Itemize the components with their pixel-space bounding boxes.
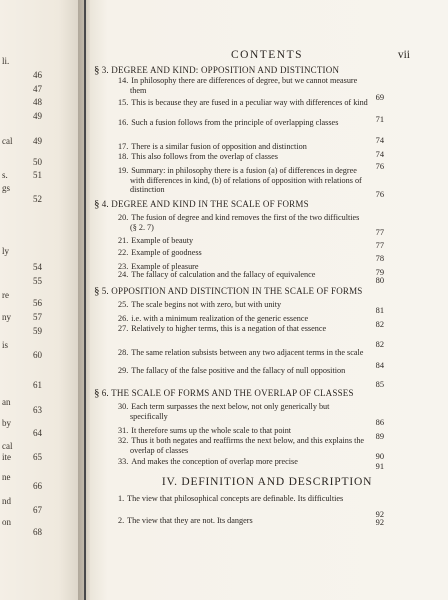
toc-entry-number: 31. — [118, 426, 129, 435]
toc-entry-number: 27. — [118, 324, 129, 333]
left-page-fragment: cal — [2, 441, 13, 451]
left-page-number: 65 — [33, 452, 42, 462]
toc-page-number: 77 — [375, 228, 384, 237]
left-page-number: 63 — [33, 405, 42, 415]
toc-entry-text: And makes the conception of overlap more precise — [131, 457, 298, 466]
left-page — [0, 0, 84, 600]
toc-entry-number: 29. — [118, 366, 129, 375]
left-page-line — [0, 505, 84, 517]
toc-page-number: 90 — [375, 452, 384, 461]
toc-entry — [118, 248, 368, 258]
left-page-line — [0, 298, 84, 310]
left-page-line — [0, 246, 84, 258]
toc-entry — [118, 494, 368, 504]
toc-entry-text: Summary: in philosophy there is a fusion (a) of differences in degree with differences in kind, (b) of relations of opposition with relations of distinction — [130, 166, 362, 194]
left-page-line — [0, 136, 84, 148]
section-symbol: § — [94, 198, 100, 210]
left-page-line — [0, 194, 84, 206]
left-page-number: 50 — [33, 157, 42, 167]
left-page-line — [0, 111, 84, 123]
section-symbol: § — [94, 64, 100, 76]
toc-entry-text: The view that they are not. Its dangers — [127, 516, 253, 525]
toc-page-number: 76 — [375, 190, 384, 199]
toc-entry-text: The fallacy of calculation and the fallacy of equivalence — [131, 270, 316, 279]
toc-entry-number: 33. — [118, 457, 129, 466]
toc-entry-text: Example of pleasure — [131, 262, 199, 271]
toc-page-number: 92 — [375, 518, 384, 527]
toc-entry-text: The view that philosophical concepts are definable. Its difficulties — [127, 494, 344, 503]
toc-entry — [118, 213, 368, 232]
toc-page-number: 77 — [375, 241, 384, 250]
toc-page-number: 78 — [375, 254, 384, 263]
part-title: IV. DEFINITION AND DESCRIPTION — [161, 476, 373, 488]
toc-entry — [118, 516, 368, 526]
left-page-number: 61 — [33, 380, 42, 390]
section-symbol: § — [94, 285, 100, 297]
left-page-fragment: ne — [2, 472, 11, 482]
left-page-number: 57 — [33, 312, 42, 322]
toc-entry-number: 22. — [118, 248, 129, 257]
left-page-fragment: ite — [2, 452, 11, 462]
toc-entry — [118, 366, 368, 376]
toc-entry-number: 25. — [118, 300, 129, 309]
left-page-fragment: s. — [2, 170, 8, 180]
section-heading — [94, 389, 414, 399]
toc-entry-number: 2. — [118, 516, 125, 525]
toc-entry-number: 26. — [118, 314, 129, 323]
left-page-line — [0, 527, 84, 539]
toc-entry-text: Each term surpasses the next below, not only generically but specifically — [130, 402, 330, 421]
toc-entry-text: i.e. with a minimum realization of the generic essence — [131, 314, 309, 323]
toc-entry-text: The scale begins not with zero, but with unity — [131, 300, 282, 309]
left-page-line — [0, 326, 84, 338]
toc-page-number: 81 — [375, 306, 384, 315]
toc-entry-number: 23. — [118, 262, 129, 271]
left-page-fragment: by — [2, 418, 11, 428]
left-page-line — [0, 262, 84, 274]
toc-entry — [118, 118, 368, 128]
running-title: CONTENTS — [230, 49, 304, 61]
toc-entry — [118, 402, 368, 421]
left-page-number: 48 — [33, 97, 42, 107]
book-gutter — [78, 0, 90, 600]
left-page-fragment: gs — [2, 183, 11, 193]
toc-entry-number: 15. — [118, 98, 129, 107]
left-page-line — [0, 428, 84, 440]
left-page-line — [0, 350, 84, 362]
toc-entry-number: 20. — [118, 213, 129, 222]
toc-page-number: 69 — [375, 93, 384, 102]
left-page-line — [0, 405, 84, 417]
left-page-line — [0, 84, 84, 96]
toc-entry-number: 28. — [118, 348, 129, 357]
left-page-line — [0, 312, 84, 324]
left-page-fragment: ny — [2, 312, 11, 322]
left-page-fragment: nd — [2, 496, 11, 506]
left-page-fragment: li. — [2, 56, 10, 66]
toc-entry — [118, 457, 368, 467]
toc-page-number: 79 — [375, 268, 384, 277]
toc-page-number: 92 — [375, 510, 384, 519]
section-heading — [94, 200, 414, 210]
toc-entry — [118, 426, 368, 436]
toc-entry — [118, 300, 368, 310]
toc-entry — [118, 152, 368, 162]
left-page-number: 64 — [33, 428, 42, 438]
left-page-fragment: on — [2, 517, 11, 527]
toc-entry-number: 16. — [118, 118, 129, 127]
toc-page-number: 76 — [375, 162, 384, 171]
toc-page-number: 85 — [375, 380, 384, 389]
toc-page-number: 74 — [375, 150, 384, 159]
toc-entry — [118, 324, 368, 334]
toc-page-number: 74 — [375, 136, 384, 145]
toc-entry-text: Relatively to higher terms, this is a negation of that essence — [131, 324, 327, 333]
toc-page-number: 82 — [375, 320, 384, 329]
toc-entry-number: 19. — [118, 166, 129, 175]
page-header — [86, 49, 448, 63]
toc-entry-number: 30. — [118, 402, 129, 411]
toc-entry — [118, 76, 368, 95]
toc-entry-number: 24. — [118, 270, 129, 279]
section-heading — [94, 66, 414, 76]
toc-entry-text: It therefore sums up the whole scale to that point — [131, 426, 292, 435]
toc-page-number: 91 — [375, 462, 384, 471]
section-heading-text: 6. THE SCALE OF FORMS AND THE OVERLAP OF CLASSES — [101, 388, 354, 398]
section-heading-text: 5. OPPOSITION AND DISTINCTION IN THE SCALE OF FORMS — [101, 286, 363, 296]
toc-page-number: 82 — [375, 340, 384, 349]
section-heading-text: 4. DEGREE AND KIND IN THE SCALE OF FORMS — [101, 199, 309, 209]
left-page-number: 55 — [33, 276, 42, 286]
toc-entry — [118, 142, 368, 152]
toc-entry — [118, 348, 368, 358]
left-page-fragment: an — [2, 397, 11, 407]
toc-entry-number: 17. — [118, 142, 129, 151]
toc-entry — [118, 236, 368, 246]
left-page-number: 51 — [33, 170, 42, 180]
toc-entry-text: Example of beauty — [131, 236, 194, 245]
left-page-number: 49 — [33, 111, 42, 121]
left-page-line — [0, 380, 84, 392]
toc-page-number: 71 — [375, 115, 384, 124]
toc-page-number: 89 — [375, 432, 384, 441]
left-page-number: 52 — [33, 194, 42, 204]
section-symbol: § — [94, 387, 100, 399]
toc-entry-text: In philosophy there are differences of degree, but we cannot measure them — [130, 76, 358, 95]
left-page-line — [0, 170, 84, 182]
left-page-number: 60 — [33, 350, 42, 360]
left-page-line — [0, 70, 84, 82]
toc-entry-text: This is because they are fused in a peculiar way with differences of kind — [131, 98, 368, 107]
left-page-line — [0, 157, 84, 169]
toc-page-number: 86 — [375, 418, 384, 427]
toc-entry-number: 32. — [118, 436, 129, 445]
toc-entry — [118, 436, 368, 455]
left-page-fragment: is — [2, 340, 9, 350]
left-page-line — [0, 481, 84, 493]
toc-page-number: 80 — [375, 276, 384, 285]
toc-entry-text: There is a similar fusion of opposition and distinction — [131, 142, 307, 151]
left-page-line — [0, 276, 84, 288]
toc-entry — [118, 166, 368, 195]
toc-entry-text: This also follows from the overlap of classes — [131, 152, 278, 161]
toc-entry-number: 14. — [118, 76, 129, 85]
toc-entry-text: The same relation subsists between any two adjacent terms in the scale — [131, 348, 364, 357]
toc-entry-text: Such a fusion follows from the principle of overlapping classes — [131, 118, 339, 127]
left-page-number: 67 — [33, 505, 42, 515]
left-page-number: 47 — [33, 84, 42, 94]
toc-entry-text: Thus it both negates and reaffirms the next below, and this explains the overlap of classes — [130, 436, 365, 455]
section-heading-text: 3. DEGREE AND KIND: OPPOSITION AND DISTINCTION — [101, 65, 340, 75]
left-page-number: 66 — [33, 481, 42, 491]
left-page-number: 59 — [33, 326, 42, 336]
toc-page-number: 84 — [375, 361, 384, 370]
section-heading — [94, 287, 414, 297]
left-page-fragment: ly — [2, 246, 10, 256]
toc-entry — [118, 270, 368, 280]
left-page-line — [0, 56, 84, 68]
toc-entry-number: 21. — [118, 236, 129, 245]
left-page-line — [0, 452, 84, 464]
left-page-number: 56 — [33, 298, 42, 308]
page-number: vii — [397, 49, 410, 61]
toc-entry-text: The fallacy of the false positive and the fallacy of null opposition — [131, 366, 346, 375]
toc-entry-number: 1. — [118, 494, 125, 503]
toc-entry-number: 18. — [118, 152, 129, 161]
left-page-number: 54 — [33, 262, 42, 272]
toc-entry — [118, 314, 368, 324]
left-page-number: 68 — [33, 527, 42, 537]
toc-entry-text: The fusion of degree and kind removes the first of the two difficulties (§ 2. 7) — [130, 213, 360, 232]
left-page-line — [0, 97, 84, 109]
left-page-fragment: cal — [2, 136, 13, 146]
toc-entry-text: Example of goodness — [131, 248, 202, 257]
left-page-fragment: re — [2, 290, 9, 300]
left-page-number: 46 — [33, 70, 42, 80]
left-page-number: 49 — [33, 136, 42, 146]
toc-entry — [118, 98, 368, 108]
